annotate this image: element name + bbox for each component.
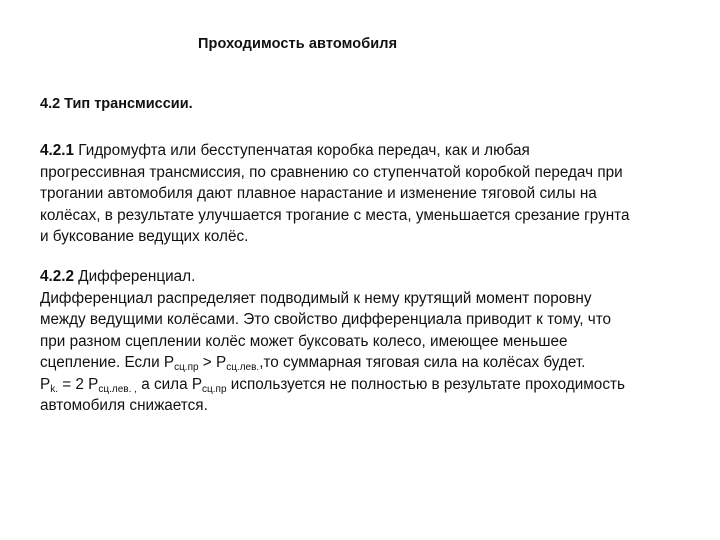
paragraph-line: автомобиля снижается. (40, 397, 208, 414)
formula-text: сцепление. Если Р (40, 354, 175, 371)
formula-subscript: сц.лев. (226, 362, 260, 373)
section-heading: 4.2 Тип трансмиссии. (40, 96, 193, 112)
paragraph-line: и буксование ведущих колёс. (40, 228, 249, 245)
paragraph-line (40, 140, 690, 162)
formula-text: > Р (198, 354, 227, 371)
paragraph-text: Гидромуфта или бесступенчатая коробка передач, как и любая (74, 142, 530, 159)
paragraph-line: Дифференциал распределяет подводимый к нему крутящий момент поровну (40, 289, 592, 307)
formula-subscript: сц.пр (202, 383, 227, 395)
paragraph-line: колёсах, в результате улучшается трогание с места, уменьшается срезание грунта (40, 206, 630, 224)
section-number: 4.2.2 (40, 268, 75, 285)
paragraph-4-2-1 (40, 140, 690, 248)
paragraph-line (40, 266, 690, 288)
formula-text: а сила Р (136, 375, 203, 393)
paragraph-line: при разном сцеплении колёс может буксовать колесо, имеющее меньшее (40, 332, 568, 350)
formula-text: Р (40, 375, 51, 393)
formula-line (40, 352, 690, 374)
paragraph-line: прогрессивная трансмиссия, по сравнению со ступенчатой коробкой передач при (40, 163, 623, 181)
formula-text: = 2 Р (57, 375, 99, 393)
slide-title: Проходимость автомобиля (198, 36, 398, 52)
paragraph-4-2-2 (40, 266, 690, 417)
formula-subscript: k. (50, 383, 58, 395)
section-title: Дифференциал. (74, 268, 196, 285)
formula-subscript: сц.пр (174, 362, 199, 373)
paragraph-line: трогании автомобиля дают плавное нарастание и изменение тяговой силы на (40, 185, 597, 202)
paragraph-line: между ведущими колёсами. Это свойство дифференциала приводит к тому, что (40, 311, 612, 328)
formula-line (40, 374, 690, 396)
formula-subscript: сц.лев. , (98, 383, 137, 395)
formula-text: ,то суммарная тяговая сила на колёсах будет. (259, 354, 586, 371)
formula-text: используется не полностью в результате проходимость (226, 375, 625, 393)
section-number: 4.2.1 (40, 142, 75, 159)
